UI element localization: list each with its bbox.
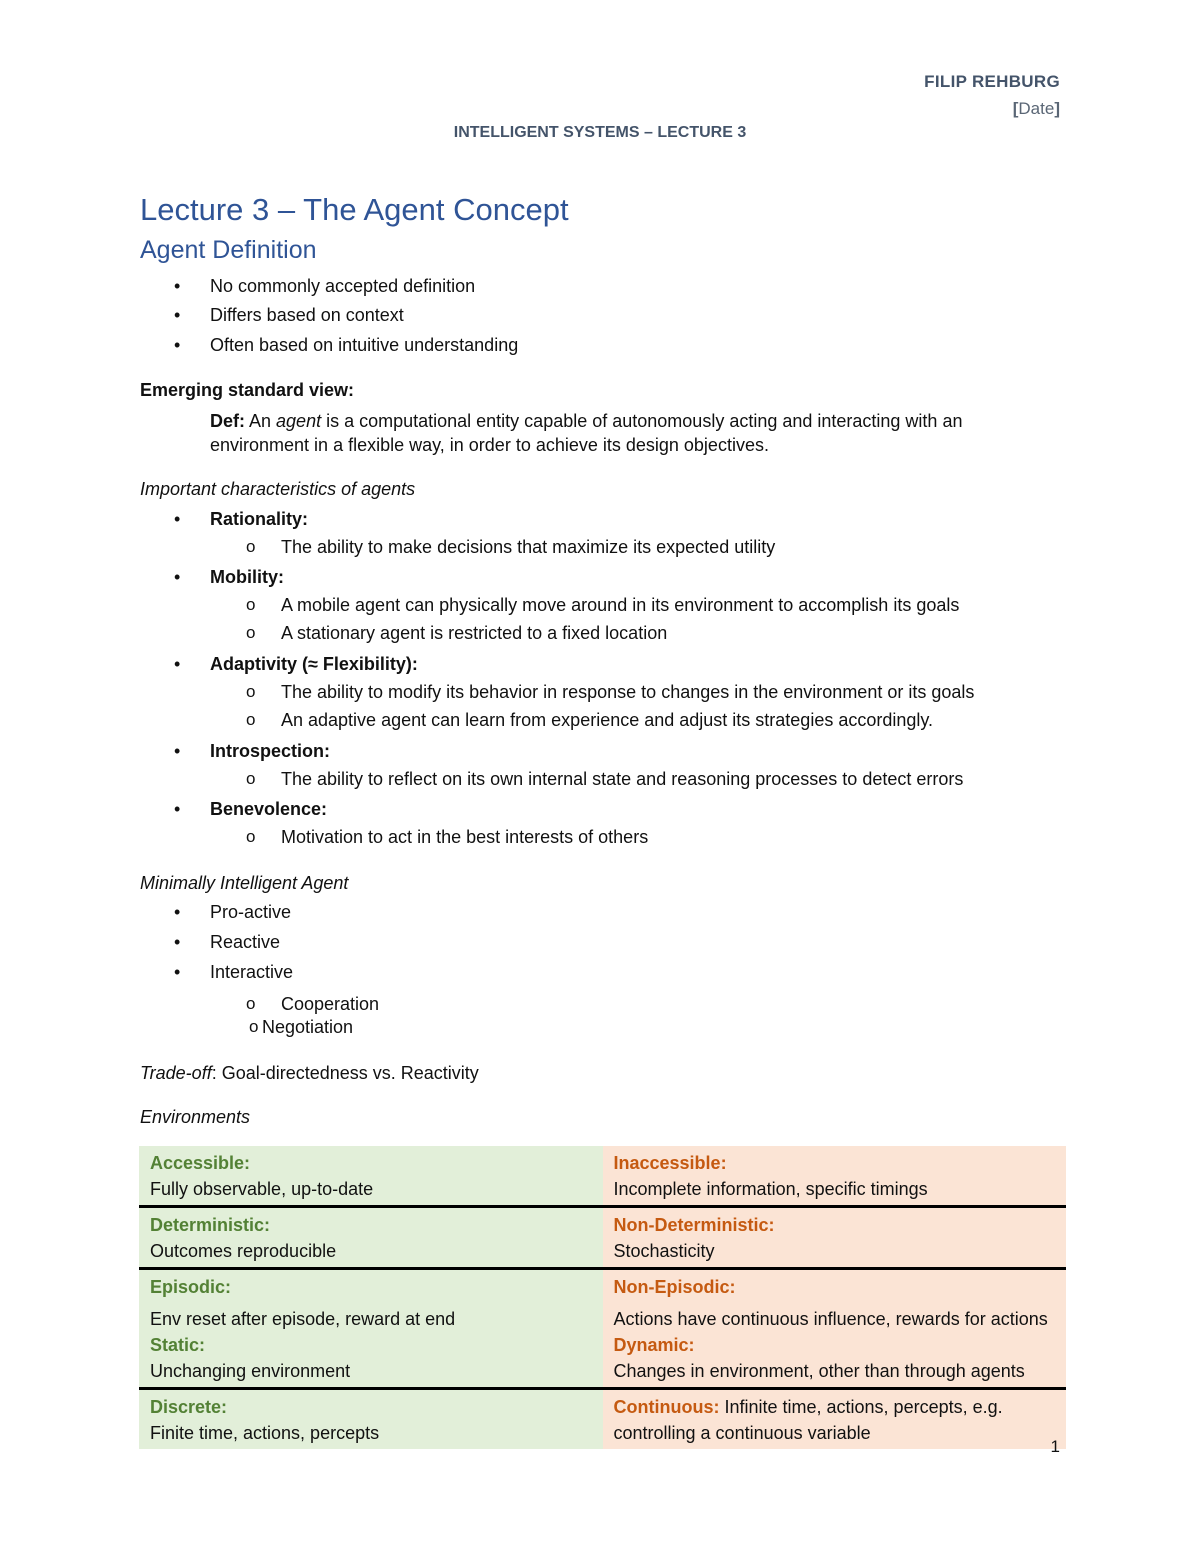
- table-cell: [603, 1389, 1067, 1450]
- cell-text: Env reset after episode, reward at end: [150, 1309, 456, 1329]
- cell-line: [614, 1394, 1056, 1420]
- table-cell: [139, 1207, 603, 1269]
- sub-bullet-icon: o: [246, 623, 256, 642]
- list-item-text: Differs based on context: [210, 305, 404, 325]
- cell-label: Non-Episodic:: [613, 1277, 736, 1297]
- cell-label: Discrete:: [150, 1397, 228, 1417]
- sub-item-text: A stationary agent is restricted to a fixed location: [281, 623, 668, 643]
- list-item-text: Interactive: [210, 962, 294, 982]
- bullet-icon: •: [174, 335, 181, 355]
- list-item-text: Often based on intuitive understanding: [210, 335, 519, 355]
- bullet-icon: •: [174, 799, 181, 819]
- cell-text: Incomplete information, specific timings: [613, 1179, 928, 1199]
- table-cell: [603, 1146, 1067, 1207]
- cell-label: Episodic:: [150, 1277, 232, 1297]
- bullet-icon: •: [174, 509, 181, 529]
- characteristic-label: Benevolence:: [210, 799, 328, 819]
- definition-line-1: [210, 411, 962, 432]
- table-row: [139, 1269, 1066, 1389]
- cell-label: Inaccessible:: [613, 1153, 727, 1173]
- table-cell: [603, 1269, 1067, 1389]
- cell-text: Changes in environment, other than through agents: [613, 1361, 1025, 1381]
- tradeoff-text: : Goal-directedness vs. Reactivity: [211, 1063, 479, 1083]
- sub-bullet-icon: o: [246, 537, 256, 556]
- tradeoff-line: [140, 1063, 479, 1084]
- section-heading: Agent Definition: [140, 236, 317, 264]
- table-cell: [139, 1269, 603, 1389]
- bullet-icon: •: [174, 932, 181, 952]
- cell-text: Unchanging environment: [150, 1361, 351, 1381]
- cell-label: Accessible:: [150, 1153, 251, 1173]
- table-cell: [603, 1207, 1067, 1269]
- cell-text: controlling a continuous variable: [613, 1423, 871, 1443]
- sub-item-text: A mobile agent can physically move around in its environment to accomplish its goals: [281, 595, 960, 615]
- sub-bullet-icon: o: [246, 682, 256, 701]
- sub-bullet-icon: o: [246, 595, 256, 614]
- definition-line-2: environment in a flexible way, in order to achieve its design objectives.: [210, 435, 769, 455]
- table-cell: [139, 1146, 603, 1207]
- cell-text: Actions have continuous influence, rewards for actions: [613, 1309, 1048, 1329]
- cell-text: Outcomes reproducible: [150, 1241, 337, 1261]
- emerging-label: Emerging standard view:: [140, 380, 355, 400]
- bullet-icon: •: [174, 654, 181, 674]
- sub-bullet-icon: o: [246, 769, 256, 788]
- table-row: [139, 1207, 1066, 1269]
- cell-label: Continuous:: [613, 1397, 720, 1417]
- sub-bullet-icon: o: [246, 710, 256, 729]
- page-number: 1: [1050, 1437, 1060, 1456]
- bullet-icon: •: [174, 962, 181, 982]
- sub-item-text: An adaptive agent can learn from experience and adjust its strategies accordingly.: [281, 710, 934, 730]
- sub-item-text: Cooperation: [281, 994, 380, 1014]
- sub-item-text: The ability to make decisions that maximize its expected utility: [281, 537, 776, 557]
- page-title: Lecture 3 – The Agent Concept: [140, 192, 569, 227]
- bullet-icon: •: [174, 567, 181, 587]
- def-pre: An: [245, 411, 277, 431]
- environments-heading: Environments: [140, 1107, 251, 1127]
- cell-text: Stochasticity: [613, 1241, 715, 1261]
- cell-label: Deterministic:: [150, 1215, 271, 1235]
- sub-bullet-icon: o: [246, 827, 256, 846]
- def-agent: agent: [276, 411, 322, 431]
- sub-item-text: Negotiation: [262, 1017, 354, 1037]
- bullet-icon: •: [174, 902, 181, 922]
- date-text: Date: [1018, 99, 1055, 118]
- author-name: FILIP REHBURG: [924, 72, 1060, 91]
- table-row: [139, 1146, 1066, 1207]
- characteristic-label: Introspection:: [210, 741, 330, 761]
- list-item-text: Pro-active: [210, 902, 292, 922]
- sub-item-text: Motivation to act in the best interests of others: [281, 827, 649, 847]
- cell-label: Non-Deterministic:: [613, 1215, 775, 1235]
- characteristic-label: Adaptivity (≈ Flexibility):: [210, 654, 418, 674]
- minimal-heading: Minimally Intelligent Agent: [140, 873, 349, 893]
- cell-text: Finite time, actions, percepts: [150, 1423, 380, 1443]
- bullet-icon: •: [174, 741, 181, 761]
- characteristic-label: Mobility:: [210, 567, 284, 587]
- cell-label: Static:: [150, 1335, 206, 1355]
- tradeoff-label: Trade-off: [140, 1063, 212, 1083]
- date-bracket-close: ]: [1054, 99, 1060, 118]
- bullet-icon: •: [174, 276, 181, 296]
- sub-bullet-icon: o: [249, 1017, 259, 1036]
- sub-item-text: The ability to reflect on its own internal state and reasoning processes to detect errors: [281, 769, 964, 789]
- def-rest: is a computational entity capable of autonomously acting and interacting with an: [321, 411, 963, 431]
- environments-table: [139, 1146, 1066, 1449]
- characteristic-label: Rationality:: [210, 509, 309, 529]
- list-item-text: No commonly accepted definition: [210, 276, 476, 296]
- def-label: Def:: [210, 411, 245, 431]
- list-item-text: Reactive: [210, 932, 281, 952]
- cell-text-inline: Infinite time, actions, percepts, e.g.: [719, 1397, 1003, 1417]
- bullet-icon: •: [174, 305, 181, 325]
- table-row: [139, 1389, 1066, 1450]
- characteristics-heading: Important characteristics of agents: [140, 479, 416, 499]
- sub-bullet-icon: o: [246, 994, 256, 1013]
- date-bracket-open: [: [1012, 99, 1019, 118]
- running-header: INTELLIGENT SYSTEMS – LECTURE 3: [453, 124, 747, 141]
- table-cell: [139, 1389, 603, 1450]
- cell-text: Fully observable, up-to-date: [150, 1179, 374, 1199]
- date-placeholder: [1013, 99, 1060, 119]
- cell-label: Dynamic:: [613, 1335, 695, 1355]
- sub-item-text: The ability to modify its behavior in response to changes in the environment or its goals: [281, 682, 975, 702]
